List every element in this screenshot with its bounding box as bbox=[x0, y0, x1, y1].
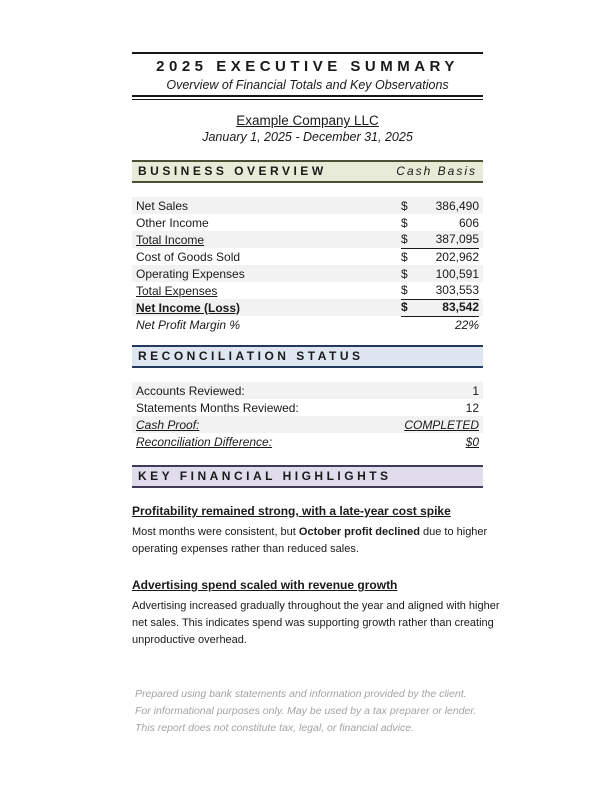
row-label: Total Expenses bbox=[136, 283, 218, 298]
row-amount: 22% bbox=[454, 317, 479, 332]
disclaimer-line: For informational purposes only. May be used by a tax preparer or lender. bbox=[135, 705, 477, 717]
row-value bbox=[401, 197, 479, 214]
highlight-paragraph bbox=[132, 598, 500, 649]
paragraph-line bbox=[132, 598, 500, 615]
table-row bbox=[132, 265, 483, 282]
table-row bbox=[132, 399, 483, 416]
table-row bbox=[132, 282, 483, 299]
row-amount: 606 bbox=[458, 215, 479, 230]
currency-symbol: $ bbox=[401, 232, 408, 246]
row-label: Reconciliation Difference: bbox=[136, 434, 273, 449]
row-label: Operating Expenses bbox=[136, 266, 245, 281]
title-rule-double-thick bbox=[132, 95, 483, 97]
report-title: 2025 EXECUTIVE SUMMARY bbox=[156, 58, 459, 75]
row-value bbox=[401, 265, 479, 282]
row-value bbox=[401, 282, 479, 300]
currency-symbol: $ bbox=[401, 249, 408, 264]
table-row bbox=[132, 382, 483, 399]
row-label: Net Profit Margin % bbox=[136, 317, 241, 332]
table-row bbox=[132, 248, 483, 265]
text-segment: Most months were consistent, but bbox=[132, 526, 299, 538]
currency-symbol: $ bbox=[401, 266, 408, 281]
currency-symbol: $ bbox=[401, 198, 408, 213]
row-value: 1 bbox=[472, 383, 479, 398]
row-value: 12 bbox=[465, 400, 479, 415]
row-amount: 100,591 bbox=[435, 266, 479, 281]
section-header-business-overview bbox=[132, 160, 483, 183]
title-rule-double-thin bbox=[132, 99, 483, 100]
currency-symbol: $ bbox=[401, 300, 408, 314]
table-row bbox=[132, 416, 483, 433]
highlight-heading: Advertising spend scaled with revenue growth bbox=[132, 578, 398, 592]
report-subtitle: Overview of Financial Totals and Key Observations bbox=[166, 78, 449, 92]
row-value: $0 bbox=[465, 434, 479, 449]
row-label: Accounts Reviewed: bbox=[136, 383, 245, 398]
row-label: Net Income (Loss) bbox=[136, 300, 241, 315]
row-label: Total Income bbox=[136, 232, 205, 247]
row-label: Net Sales bbox=[136, 198, 189, 213]
section-title: KEY FINANCIAL HIGHLIGHTS bbox=[138, 469, 392, 483]
row-amount: 202,962 bbox=[435, 249, 479, 264]
paragraph-line bbox=[132, 524, 488, 541]
row-value bbox=[401, 214, 479, 231]
paragraph-line bbox=[132, 541, 483, 558]
report-page bbox=[132, 52, 500, 737]
section-title: RECONCILIATION STATUS bbox=[138, 349, 364, 363]
paragraph-line bbox=[132, 632, 483, 649]
section-title: BUSINESS OVERVIEW bbox=[138, 164, 327, 178]
row-label: Cash Proof: bbox=[136, 417, 200, 432]
row-amount: 387,095 bbox=[435, 232, 479, 246]
row-amount: 83,542 bbox=[442, 300, 479, 314]
text-segment: net sales. This indicates spend was supporting growth rather than creating bbox=[132, 617, 494, 629]
table-row bbox=[132, 231, 483, 248]
table-row bbox=[132, 316, 483, 333]
text-segment: Advertising increased gradually throughout the year and aligned with higher bbox=[132, 600, 500, 612]
highlight-item bbox=[132, 578, 500, 649]
table-row bbox=[132, 197, 483, 214]
row-label: Other Income bbox=[136, 215, 209, 230]
reconciliation-rows bbox=[132, 382, 483, 450]
section-header-reconciliation bbox=[132, 345, 483, 368]
text-segment: unproductive overhead. bbox=[132, 634, 247, 646]
table-row bbox=[132, 299, 483, 316]
disclaimer-line: This report does not constitute tax, legal, or financial advice. bbox=[135, 722, 414, 734]
basis-label: Cash Basis bbox=[396, 164, 477, 178]
row-label: Statements Months Reviewed: bbox=[136, 400, 299, 415]
currency-symbol: $ bbox=[401, 283, 408, 297]
row-value bbox=[401, 248, 479, 265]
row-value bbox=[401, 316, 479, 333]
highlight-heading: Profitability remained strong, with a late-year cost spike bbox=[132, 504, 451, 518]
highlight-item bbox=[132, 504, 488, 558]
row-value: COMPLETED bbox=[404, 417, 479, 432]
company-name: Example Company LLC bbox=[236, 113, 379, 128]
highlight-paragraph bbox=[132, 524, 488, 558]
currency-symbol: $ bbox=[401, 215, 408, 230]
title-rule-top bbox=[132, 52, 483, 54]
paragraph-line bbox=[132, 615, 494, 632]
row-amount: 386,490 bbox=[435, 198, 479, 213]
disclaimer-line: Prepared using bank statements and information provided by the client. bbox=[135, 688, 467, 700]
text-segment: operating expenses rather than reduced sales. bbox=[132, 543, 359, 555]
text-segment: due to higher bbox=[419, 526, 488, 538]
table-row bbox=[132, 433, 483, 450]
section-header-highlights bbox=[132, 465, 483, 488]
report-period: January 1, 2025 - December 31, 2025 bbox=[202, 130, 413, 144]
row-label: Cost of Goods Sold bbox=[136, 249, 241, 264]
table-row bbox=[132, 214, 483, 231]
row-value bbox=[401, 231, 479, 249]
text-segment: October profit declined bbox=[298, 526, 420, 538]
business-overview-rows bbox=[132, 197, 483, 333]
disclaimer-footer bbox=[132, 686, 483, 737]
row-value bbox=[401, 299, 479, 317]
row-amount: 303,553 bbox=[435, 283, 479, 297]
highlights-items bbox=[132, 504, 500, 649]
